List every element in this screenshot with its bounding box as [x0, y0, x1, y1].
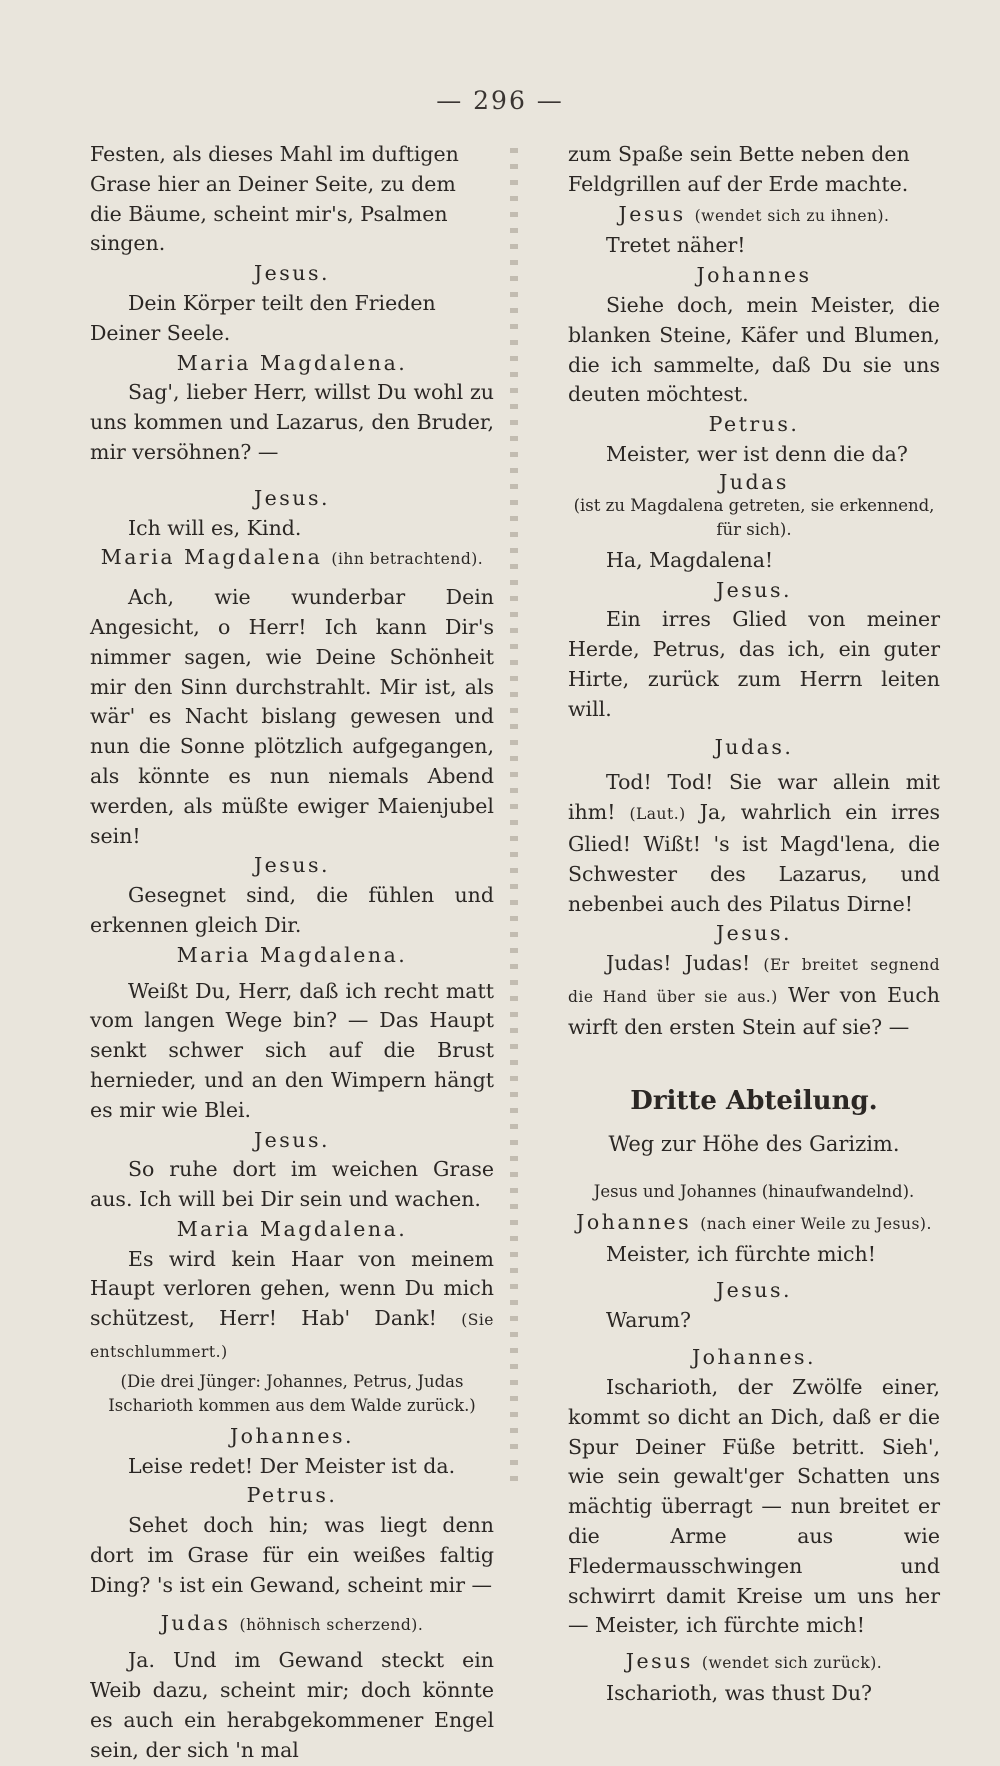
speaker-name: Johannes — [576, 1210, 692, 1235]
dialogue-content: Ja, wahrlich ein irres Glied! Wißt! 's ist Magd'lena, die Schwester des Lazarus, und nebenbei auch des Pilatus Dirne! — [568, 800, 940, 916]
column-divider — [510, 142, 518, 1487]
stage-direction: (wendet sich zurück). — [701, 1654, 883, 1673]
speaker-line — [568, 1647, 940, 1679]
stage-direction: (Er breitet segnend die Hand über sie aus.) — [568, 956, 940, 1006]
stage-direction: (Sie entschlummert.) — [90, 1311, 494, 1362]
dialogue-text: Ja. Und im Gewand steckt ein Weib dazu, scheint mir; doch könnte es auch ein herabgekommener Engel sein, der sich 'n mal — [90, 1648, 494, 1762]
speaker-name: Maria Magdalena. — [176, 1216, 408, 1241]
speaker-line — [568, 1208, 940, 1240]
dialogue-text: Warum? — [606, 1307, 691, 1332]
dialogue-text: Sehet doch hin; was liegt denn dort im Grase für ein weißes faltig Ding? 's ist ein Gewand, scheint mir — — [90, 1513, 494, 1597]
speaker-name: Judas. — [714, 734, 794, 759]
speaker-name: Petrus. — [708, 412, 800, 437]
speaker-name: Petrus. — [246, 1483, 338, 1508]
dialogue-text: Siehe doch, mein Meister, die blanken Steine, Käfer und Blumen, die ich sammelte, daß Du sie uns deuten möchtest. — [568, 292, 940, 407]
stage-direction: Jesus und Johannes (hinaufwandelnd). — [593, 1182, 915, 1202]
dialogue-content: Es wird kein Haar von meinem Haupt verloren gehen, wenn Du mich schützest, Herr! Hab' Dank! — [90, 1246, 494, 1331]
dialogue-text: Ha, Magdalena! — [606, 547, 774, 572]
dialogue-text: Leise redet! Der Meister ist da. — [128, 1453, 456, 1478]
dialogue-text: Ein irres Glied von meiner Herde, Petrus, das ich, ein guter Hirte, zurück zum Herrn leiten will. — [568, 607, 940, 721]
speaker-name: Jesus — [625, 1649, 693, 1674]
speaker-name: Johannes. — [691, 1345, 817, 1370]
section-heading: Dritte Abteilung. — [630, 1085, 878, 1116]
stage-direction: (Laut.) — [629, 805, 686, 824]
speaker-name: Judas — [160, 1610, 231, 1635]
stage-direction: (wendet sich zu ihnen). — [694, 206, 890, 225]
dialogue-text: Meister, ich fürchte mich! — [606, 1241, 876, 1266]
dialogue-text: So ruhe dort im weichen Grase aus. Ich will bei Dir sein und wachen. — [90, 1157, 494, 1212]
speaker-name: Maria Magdalena. — [176, 942, 408, 967]
right-column — [568, 140, 940, 1709]
speaker-name: Johannes. — [229, 1423, 355, 1448]
speaker-name: Jesus. — [715, 1277, 793, 1302]
speaker-name: Johannes — [696, 263, 812, 288]
speaker-line — [90, 1609, 494, 1641]
speaker-line — [90, 543, 494, 575]
speaker-name: Maria Magdalena. — [176, 350, 408, 375]
dialogue-content: Tod! Tod! Sie war allein mit ihm! — [568, 770, 940, 825]
speaker-name: Jesus — [618, 201, 686, 226]
speaker-name: Jesus. — [253, 1127, 331, 1152]
stage-direction: (ihn betrachtend). — [331, 550, 484, 569]
dialogue-text: Weißt Du, Herr, daß ich recht matt vom langen Wege bin? — Das Haupt senkt schwer sich auf die Brust hernieder, und an den Wimpern hängt es mir wie Blei. — [90, 978, 494, 1122]
dialogue-text — [568, 949, 940, 1042]
dialogue-text: Festen, als dieses Mahl im duftigen Grase hier an Deiner Seite, zu dem die Bäume, scheint mir's, Psalmen singen. — [90, 142, 459, 256]
speaker-name: Jesus. — [715, 921, 793, 946]
left-column — [90, 140, 494, 1766]
dialogue-content: Wer von Euch wirft den ersten Stein auf sie? — — [568, 982, 940, 1039]
dialogue-text: Gesegnet sind, die fühlen und erkennen gleich Dir. — [90, 883, 494, 937]
speaker-name: Jesus. — [253, 853, 331, 878]
speaker-name: Maria Magdalena — [100, 545, 323, 570]
speaker-name: Jesus. — [253, 485, 331, 510]
dialogue-text: Ischarioth, was thust Du? — [606, 1681, 873, 1706]
stage-direction: (höhnisch scherzend). — [239, 1615, 424, 1634]
dialogue-text: Ach, wie wunderbar Dein Angesicht, o Herr! Ich kann Dir's nimmer sagen, wie Deine Schönheit mir den Sinn durchstrahlt. Mir ist, als wär' es Nacht bislang gewesen und nun die Sonne plötzlich aufgegangen, als könnte es nun niemals Abend werden, als müßte ewiger Maienjubel sein! — [90, 585, 494, 848]
dialogue-text: Tretet näher! — [606, 233, 746, 258]
dialogue-content: Judas! Judas! — [606, 951, 751, 976]
dialogue-text: Sag', lieber Herr, willst Du wohl zu uns kommen und Lazarus, den Bruder, mir versöhnen? — — [90, 380, 494, 464]
speaker-line — [568, 200, 940, 232]
dialogue-text — [90, 1245, 494, 1368]
page-number: — 296 — — [436, 86, 564, 115]
dialogue-text: Dein Körper teilt den Frieden Deiner Seele. — [90, 290, 436, 345]
dialogue-text: Ich will es, Kind. — [128, 515, 302, 540]
speaker-name: Jesus. — [715, 577, 793, 602]
stage-direction: (nach einer Weile zu Jesus). — [700, 1215, 932, 1234]
dialogue-text: Meister, wer ist denn die da? — [606, 441, 908, 466]
dialogue-text: zum Spaße sein Bette neben den Feldgrillen auf der Erde machte. — [568, 142, 910, 196]
dialogue-text: Ischarioth, der Zwölfe einer, kommt so dicht an Dich, daß er die Spur Deiner Füße betritt. Sieh', wie sein gewalt'ger Schatten uns mächtig überragt — nun breitet er die Arme aus wie Fledermausschwingen und schwirrt damit Kreise um uns her — Meister, ich fürchte mich! — [568, 1375, 940, 1638]
stage-direction: (Die drei Jünger: Johannes, Petrus, Judas Ischarioth kommen aus dem Walde zurück.) — [108, 1371, 476, 1415]
stage-direction: (ist zu Magdalena getreten, sie erkennend, für sich). — [573, 495, 935, 539]
dialogue-text — [568, 768, 940, 919]
scene-heading: Weg zur Höhe des Garizim. — [608, 1132, 900, 1157]
speaker-name: Jesus. — [253, 261, 331, 286]
speaker-name: Judas — [719, 469, 789, 494]
